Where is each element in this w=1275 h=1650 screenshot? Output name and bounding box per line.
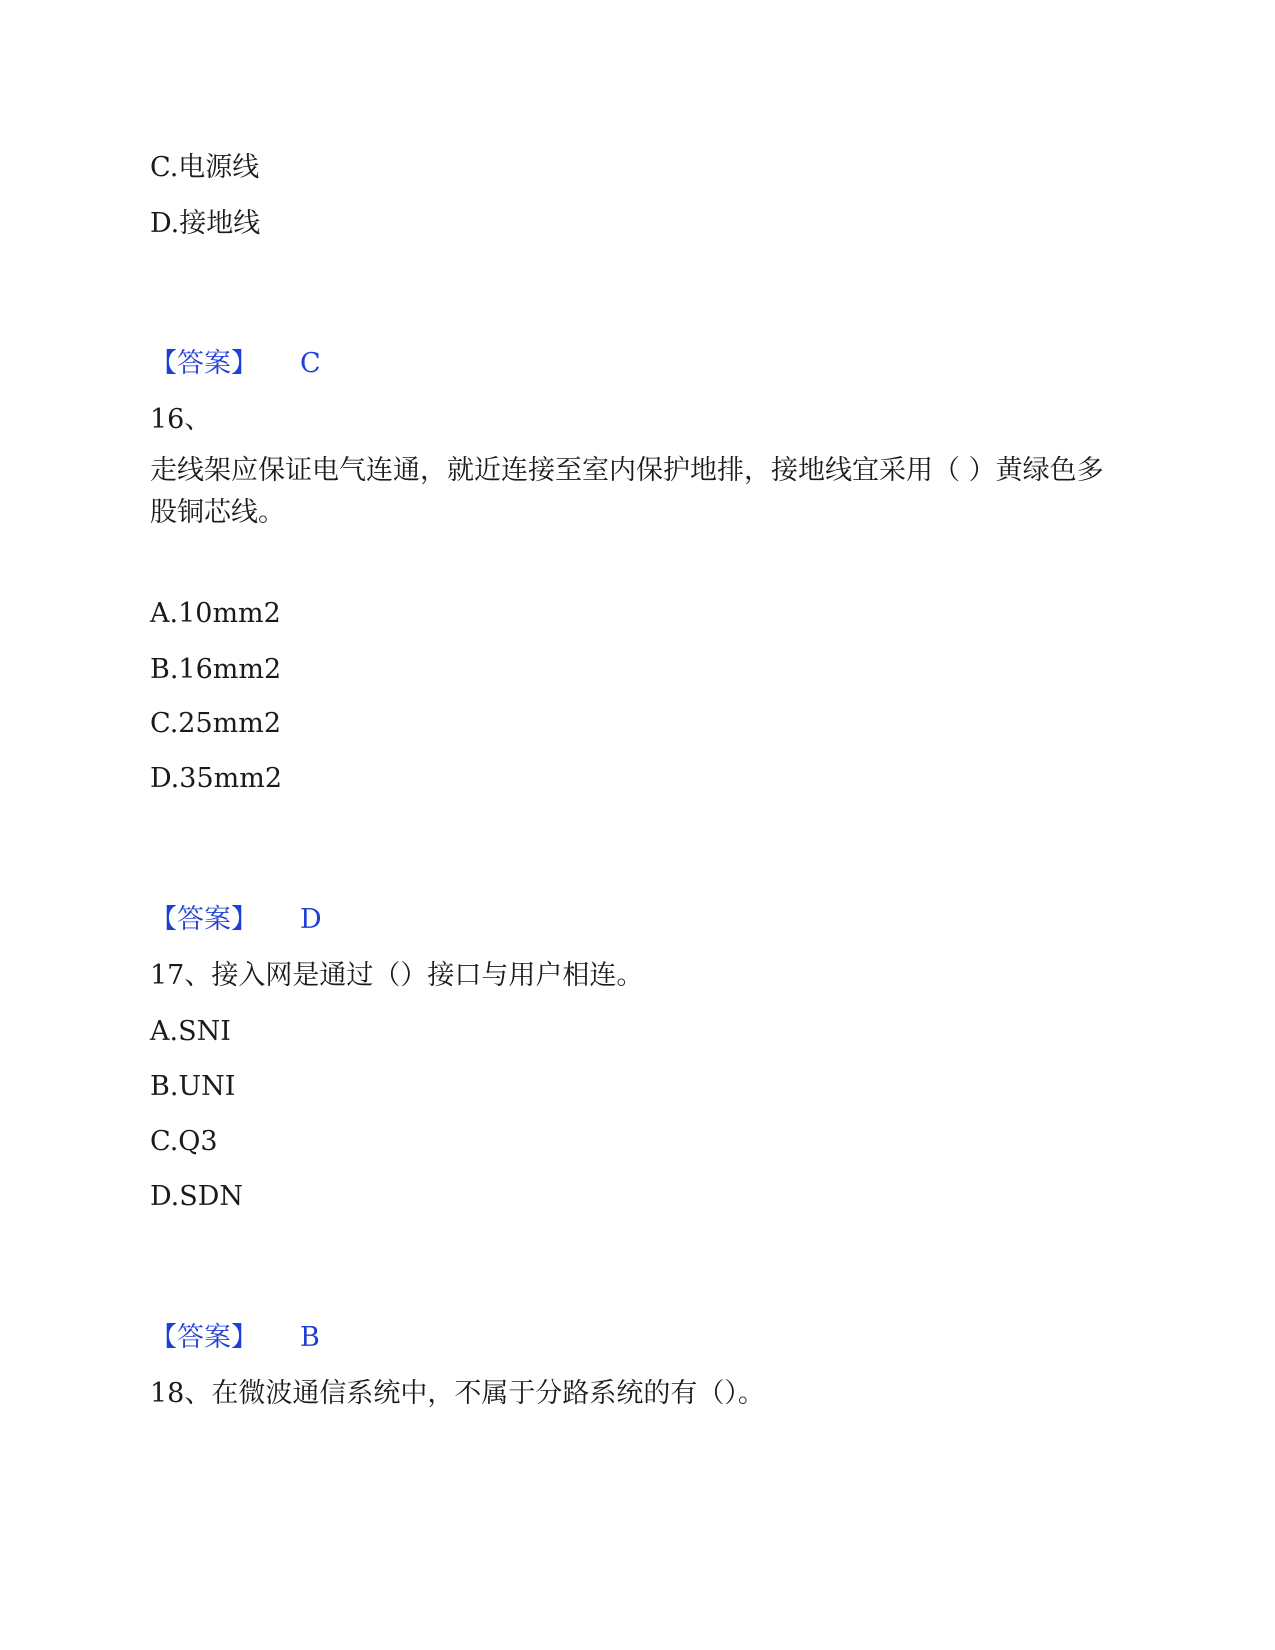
- answer-value: D: [300, 904, 322, 935]
- q17-option-c: C.Q3: [150, 1126, 218, 1157]
- q17-stem: 17、接入网是通过（）接口与用户相连。: [150, 960, 644, 991]
- answer-value: B: [300, 1322, 320, 1353]
- q15-answer: [150, 346, 321, 382]
- q15-option-d: D.接地线: [150, 208, 261, 239]
- answer-label: 【答案】: [150, 348, 258, 379]
- answer-label: 【答案】: [150, 904, 258, 935]
- q16-answer: [150, 902, 322, 938]
- q16-option-c: C.25mm2: [150, 708, 282, 739]
- q17-option-d: D.SDN: [150, 1181, 244, 1212]
- q16-stem: 走线架应保证电气连通，就近连接至室内保护地排，接地线宜采用（ ）黄绿色多股铜芯线。: [150, 455, 1104, 528]
- q17-option-b: B.UNI: [150, 1071, 236, 1102]
- q17-option-a: A.SNI: [150, 1016, 231, 1047]
- q17-answer: [150, 1320, 320, 1356]
- answer-label: 【答案】: [150, 1322, 258, 1353]
- q15-option-c: C.电源线: [150, 152, 260, 183]
- q16-option-d: D.35mm2: [150, 763, 283, 794]
- q16-option-b: B.16mm2: [150, 654, 282, 685]
- q16-number: 16、: [150, 404, 212, 435]
- q16-option-a: A.10mm2: [150, 598, 281, 629]
- answer-value: C: [300, 348, 321, 379]
- q18-stem: 18、在微波通信系统中，不属于分路系统的有（）。: [150, 1378, 765, 1409]
